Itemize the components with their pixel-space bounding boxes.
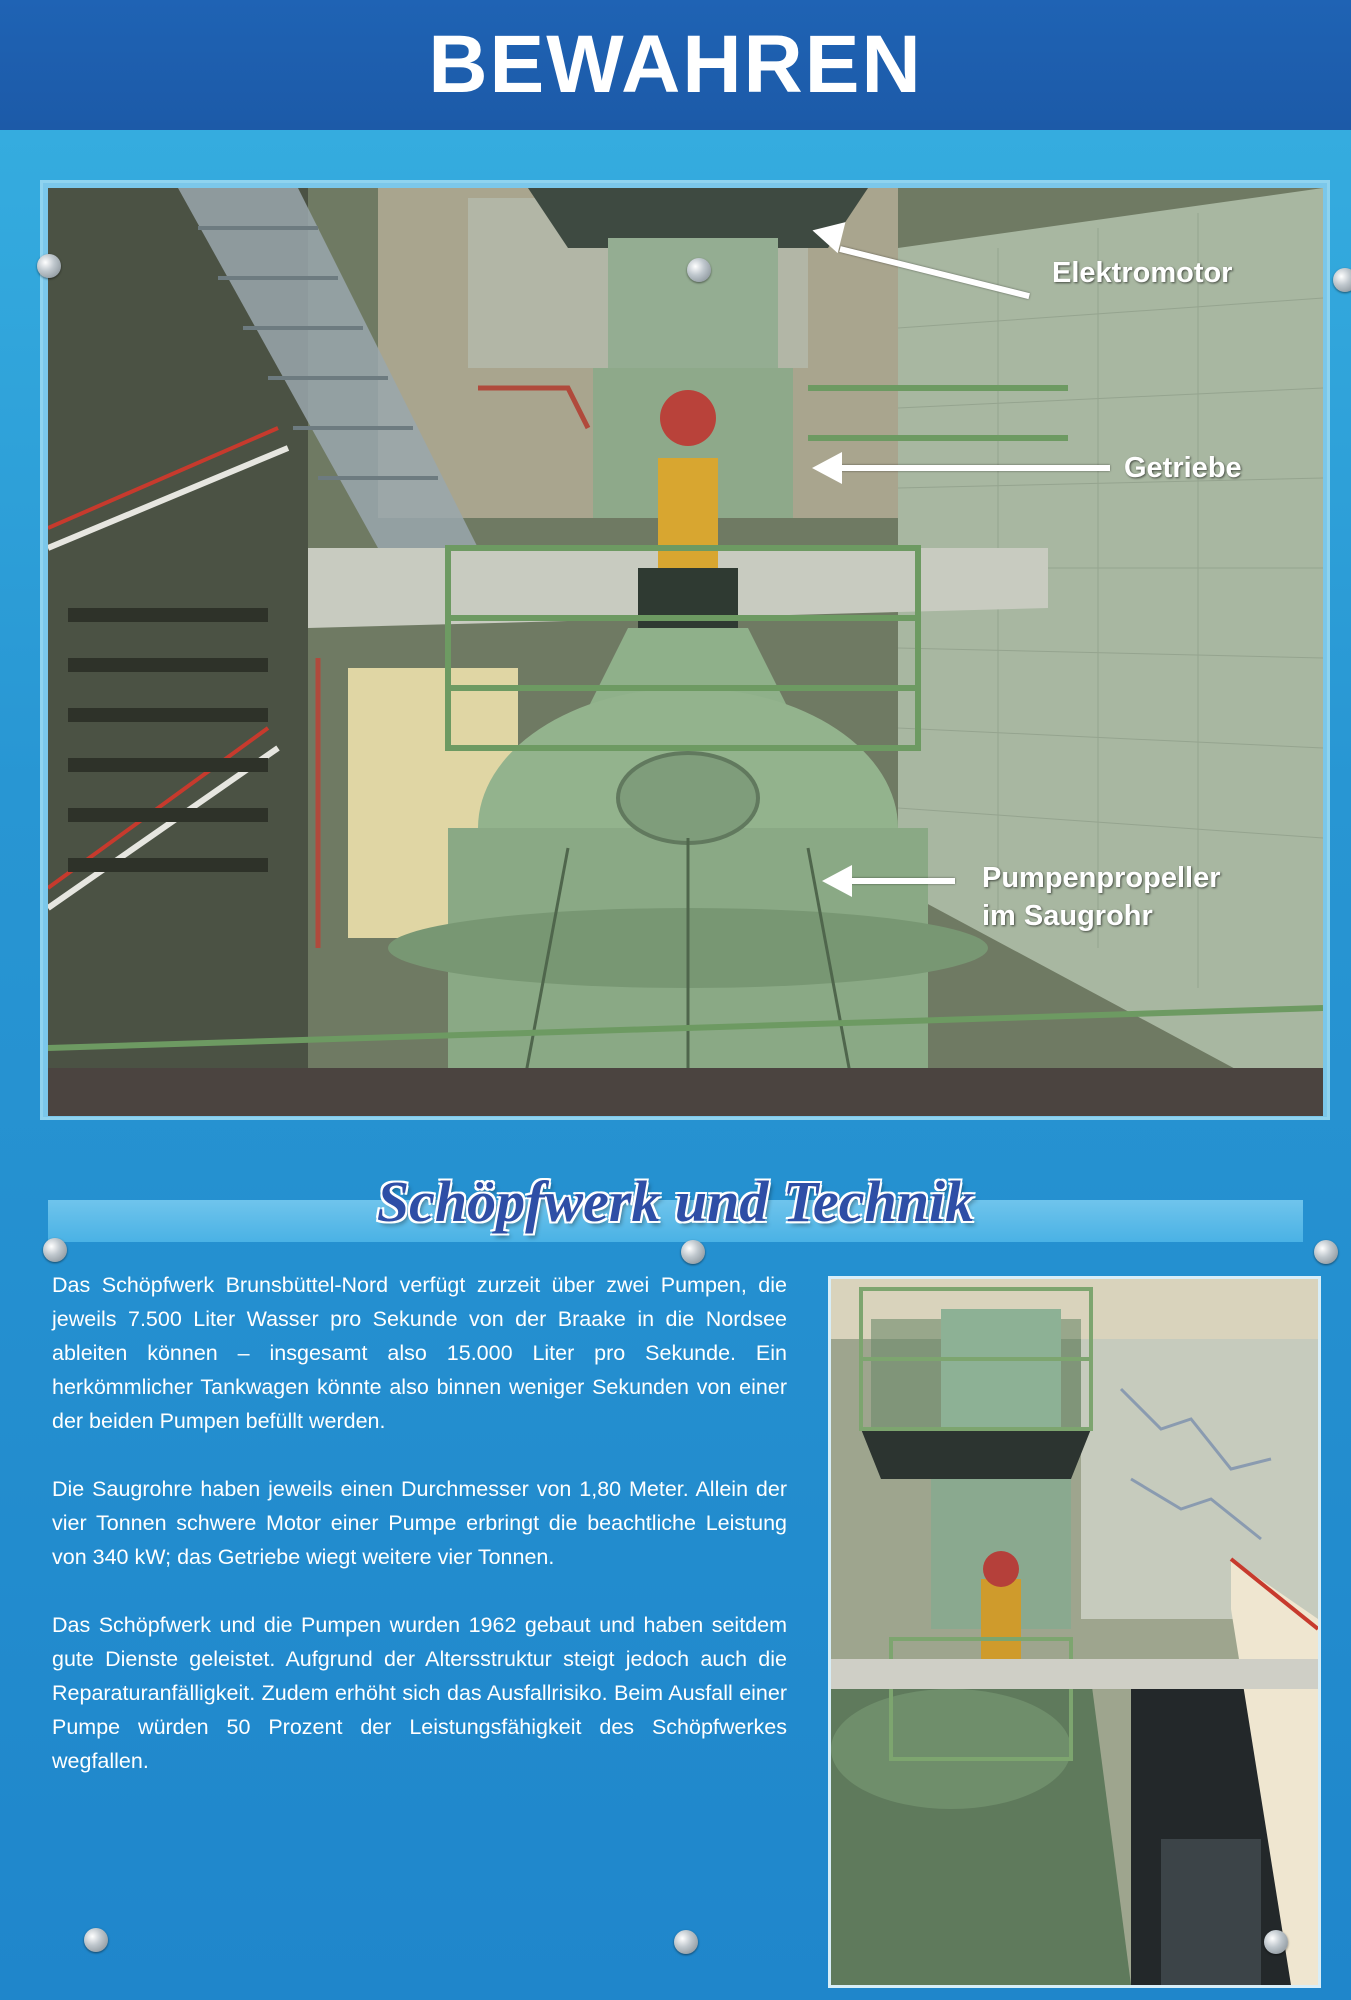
pump-tower-illustration <box>831 1279 1318 1985</box>
body-text <box>52 1268 787 1812</box>
page-title: BEWAHREN <box>428 19 923 110</box>
paragraph-pumpen: Das Schöpfwerk Brunsbüttel-Nord verfügt zurzeit über zwei Pumpen, die jeweils 7.500 Liter Wasser pro Sekunde von der Braake in die Nordsee ableiten können – insgesamt also 15.000 Liter pro Sekunde. Ein herkömmlicher Tankwagen könnte also binnen weniger Sekunden von einer der beiden Pumpen befüllt werden. <box>52 1273 787 1433</box>
bolt <box>1314 1240 1338 1264</box>
label-elektromotor: Elektromotor <box>1052 257 1233 289</box>
bolt <box>681 1240 705 1264</box>
arrow-getriebe <box>840 465 1110 471</box>
label-pumpenpropeller-line2: im Saugrohr <box>982 899 1153 932</box>
bolt <box>43 1238 67 1262</box>
bolt <box>84 1928 108 1952</box>
bolt <box>1264 1930 1288 1954</box>
section-title: Schöpfwerk und Technik <box>376 1169 975 1234</box>
label-pumpenpropeller <box>982 860 1221 935</box>
arrowhead-pumpenpropeller <box>822 865 852 897</box>
main-photo-pump-hall <box>48 188 1323 1116</box>
paragraph-saugrohre: Die Saugrohre haben jeweils einen Durchmesser von 1,80 Meter. Allein der vier Tonnen schwere Motor einer Pumpe erbringt die beachtliche Leistung von 340 kW; das Getriebe wiegt weitere vier Tonnen. <box>52 1477 787 1569</box>
label-pumpenpropeller-line1: Pumpenpropeller <box>982 862 1221 894</box>
bolt <box>1333 268 1351 292</box>
bolt <box>687 258 711 282</box>
secondary-photo-pump-tower <box>828 1276 1321 1988</box>
arrow-pumpenpropeller <box>850 878 955 884</box>
bolt <box>674 1930 698 1954</box>
bolt <box>37 254 61 278</box>
paragraph-geschichte: Das Schöpfwerk und die Pumpen wurden 1962 gebaut und haben seitdem gute Dienste geleistet. Aufgrund der Altersstruktur steigt jedoch auch die Reparaturanfälligkeit. Zudem erhöht sich das Ausfallrisiko. Beim Ausfall einer Pumpe würden 50 Prozent der Leistungsfähigkeit des Schöpfwerkes wegfallen. <box>52 1613 787 1773</box>
pump-hall-illustration <box>48 188 1323 1116</box>
arrowhead-getriebe <box>812 452 842 484</box>
label-getriebe: Getriebe <box>1124 452 1242 484</box>
